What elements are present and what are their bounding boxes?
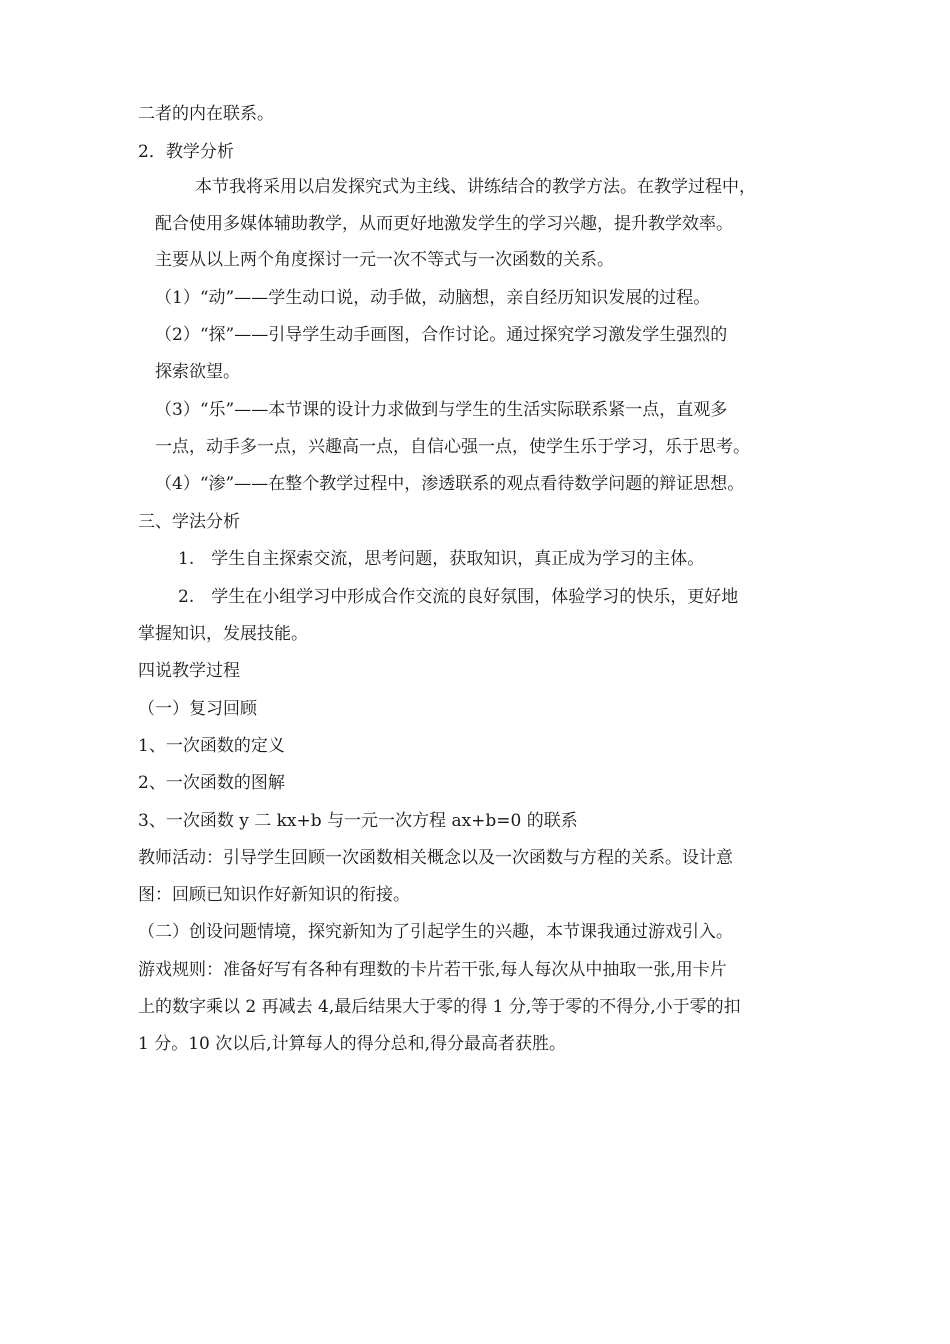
text-line-5: 主要从以上两个角度探讨一元一次不等式与一次函数的关系。 — [155, 250, 614, 270]
section-heading-teaching-process: 四说教学过程 — [138, 661, 240, 681]
list-item-2-cont: 探索欲望。 — [155, 362, 240, 382]
list-item-4: （4）“渗”——在整个教学过程中，渗透联系的观点看待数学问题的辩证思想。 — [155, 474, 745, 494]
list-item-2: （2）“探”——引导学生动手画图，合作讨论。通过探究学习激发学生强烈的 — [155, 325, 728, 345]
text-line-4: 配合使用多媒体辅助教学，从而更好地激发学生的学习兴趣，提升教学效率。 — [155, 214, 733, 234]
subsection-heading-review: （一）复习回顾 — [138, 699, 257, 719]
list-item-3: （3）“乐”——本节课的设计力求做到与学生的生活实际联系紧一点，直观多 — [155, 400, 728, 420]
game-rules-line-2: 上的数字乘以 2 再减去 4,最后结果大于零的得 1 分,等于零的不得分,小于零的扣 — [138, 997, 741, 1017]
numbered-item-1: 1. 学生自主探索交流，思考问题，获取知识，真正成为学习的主体。 — [178, 549, 705, 569]
review-item-3: 3、一次函数 y 二 kx+b 与一元一次方程 ax+b=0 的联系 — [138, 811, 578, 831]
numbered-item-2: 2. 学生在小组学习中形成合作交流的良好氛围，体验学习的快乐，更好地 — [178, 587, 739, 607]
teacher-activity-line-2: 图：回顾已知识作好新知识的衔接。 — [138, 885, 410, 905]
text-line-3: 本节我将采用以启发探究式为主线、讲练结合的教学方法。在教学过程中， — [195, 177, 756, 197]
subsection-heading-problem-situation: （二）创设问题情境，探究新知为了引起学生的兴趣，本节课我通过游戏引入。 — [138, 922, 733, 942]
review-item-2: 2、一次函数的图解 — [138, 773, 285, 793]
text-line-1: 二者的内在联系。 — [138, 104, 274, 124]
numbered-item-2-cont: 掌握知识，发展技能。 — [138, 624, 308, 644]
review-item-1: 1、一次函数的定义 — [138, 736, 285, 756]
section-heading-teaching-analysis: 2．教学分析 — [138, 142, 234, 162]
list-item-1: （1）“动”——学生动口说，动手做，动脑想，亲自经历知识发展的过程。 — [155, 288, 711, 308]
section-heading-learning-analysis: 三、学法分析 — [138, 512, 240, 532]
teacher-activity-line-1: 教师活动：引导学生回顾一次函数相关概念以及一次函数与方程的关系。设计意 — [138, 848, 733, 868]
game-rules-line-1: 游戏规则：准备好写有各种有理数的卡片若干张,每人每次从中抽取一张,用卡片 — [138, 960, 727, 980]
list-item-3-cont: 一点，动手多一点，兴趣高一点，自信心强一点，使学生乐于学习，乐于思考。 — [155, 437, 750, 457]
game-rules-line-3: 1 分。10 次以后,计算每人的得分总和,得分最高者获胜。 — [138, 1034, 567, 1054]
